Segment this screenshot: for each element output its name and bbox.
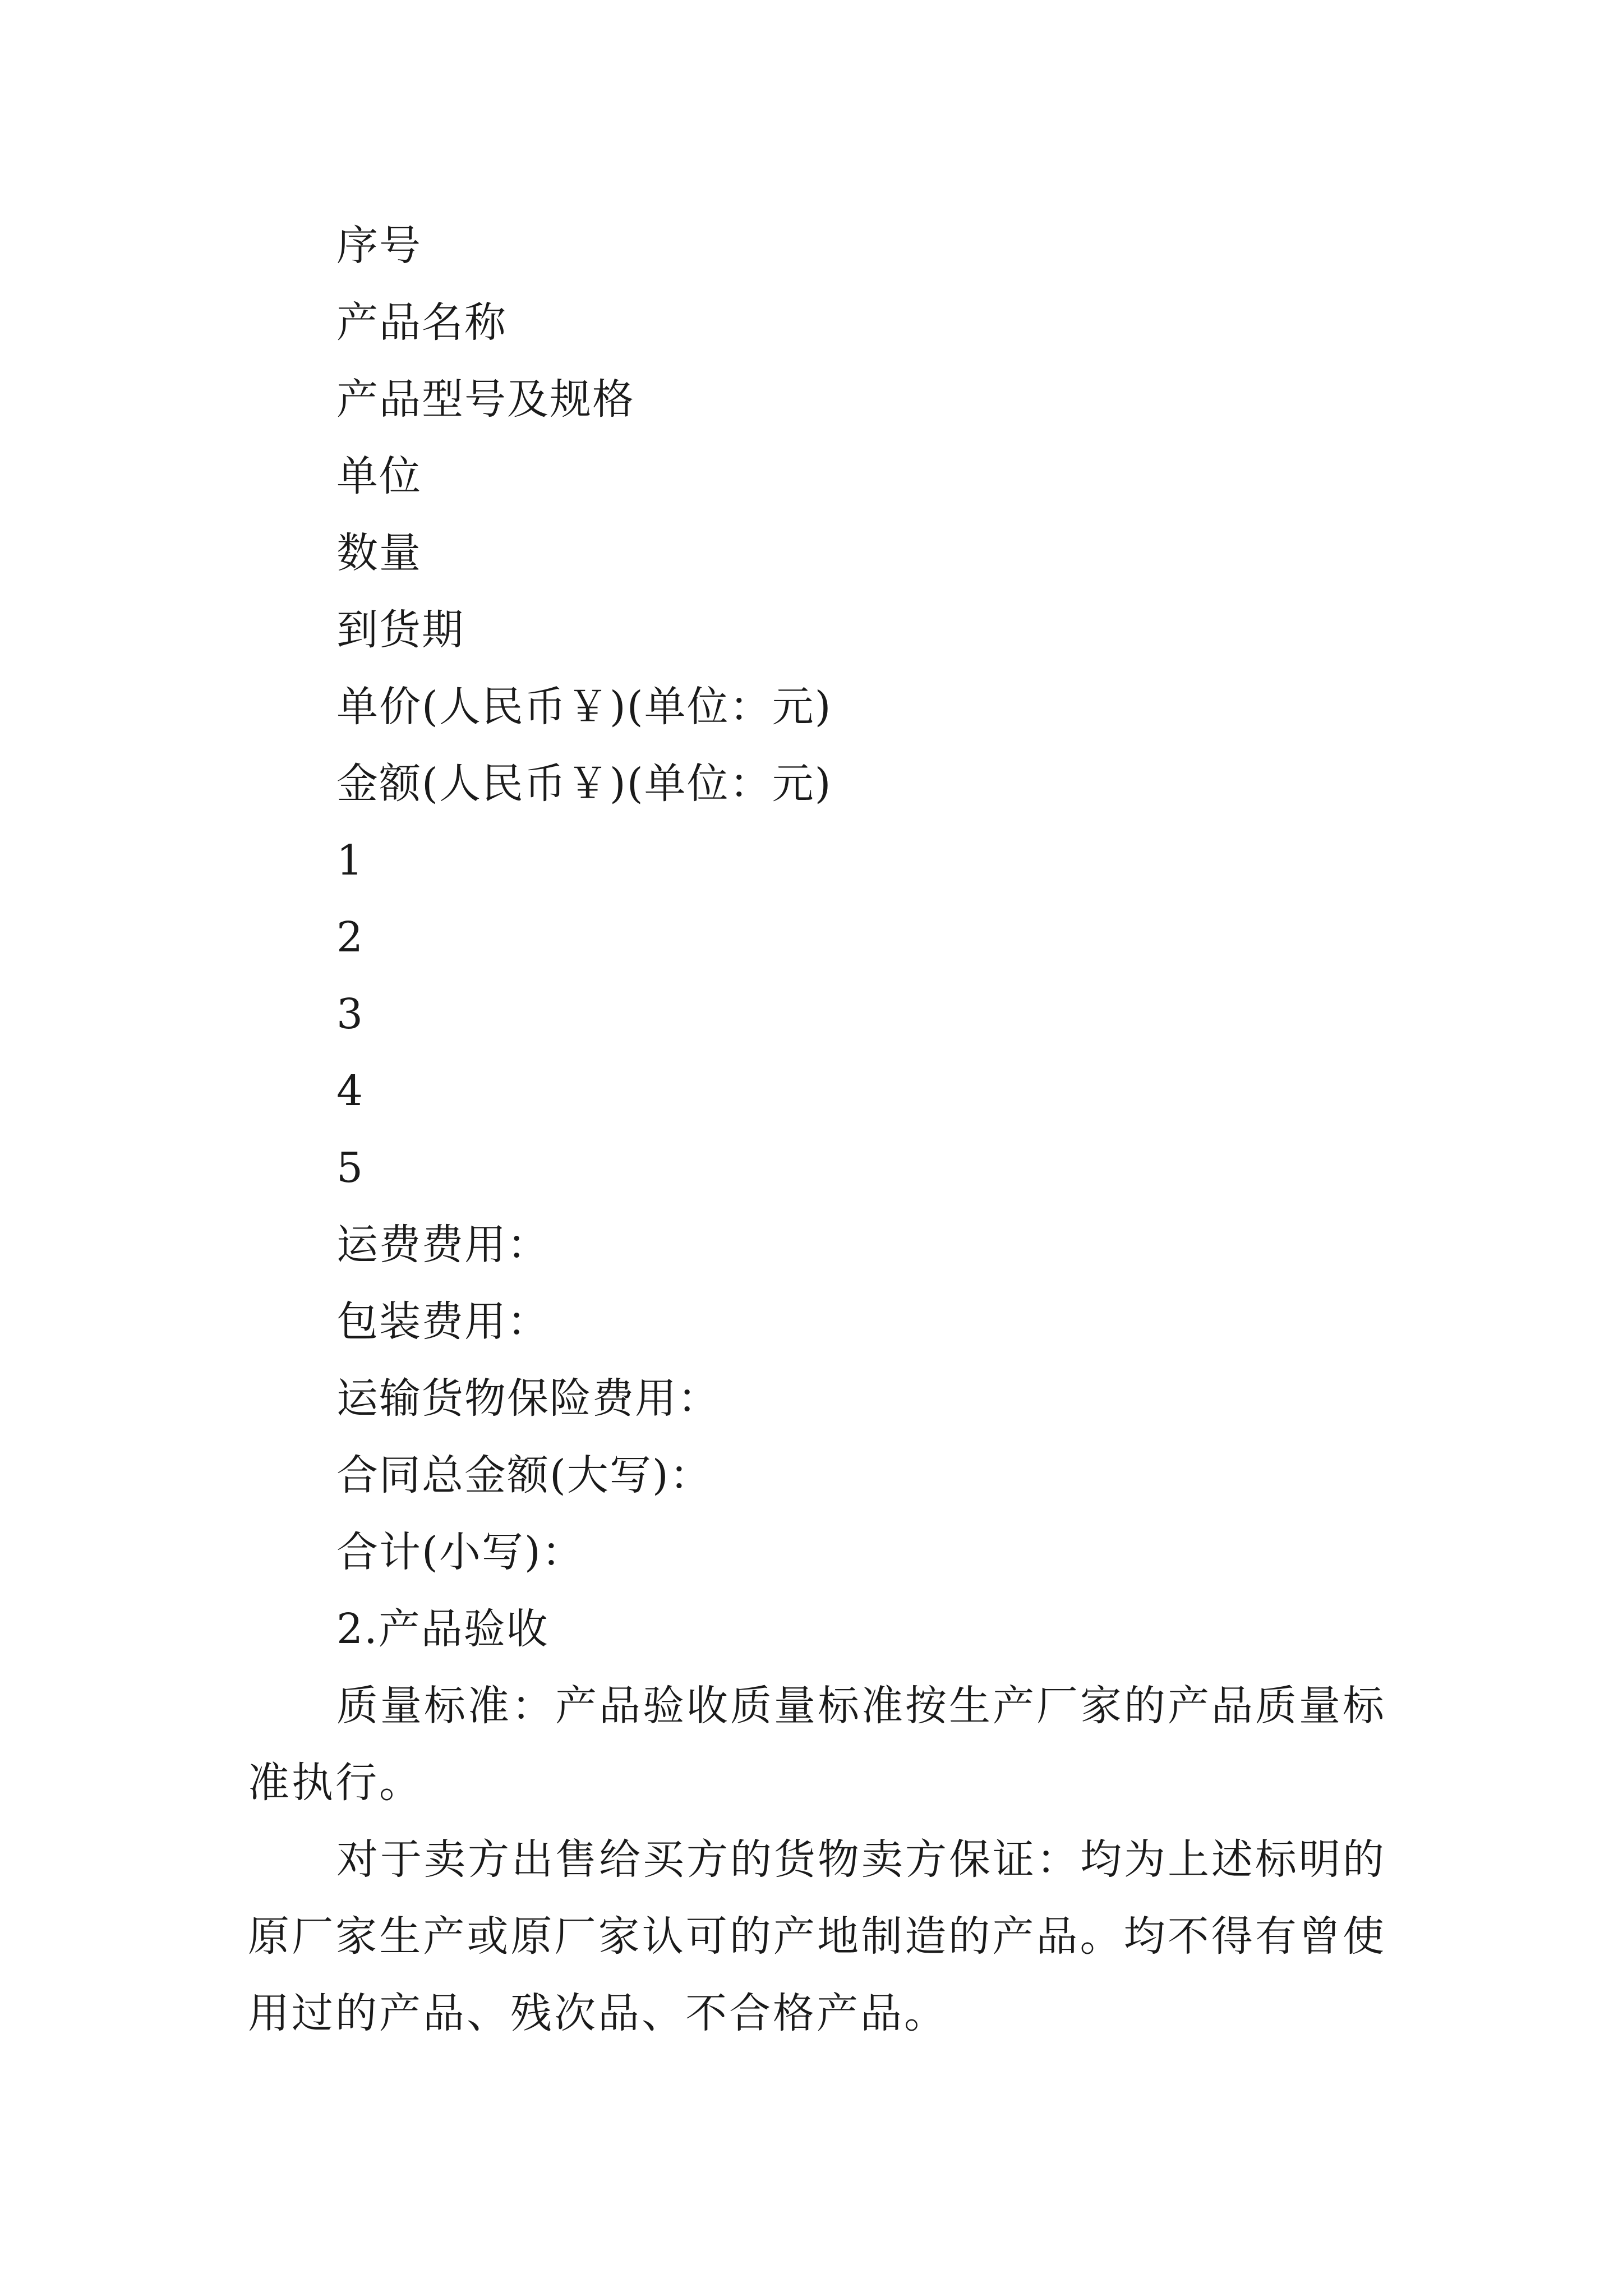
text-line-unit: 单位 [336, 452, 422, 500]
text-line-model-spec: 产品型号及规格 [336, 375, 635, 424]
text-line-delivery-date: 到货期 [336, 606, 464, 654]
text-line-total-lowercase: 合计(小写)： [336, 1528, 584, 1576]
text-line-product-name: 产品名称 [336, 298, 507, 347]
text-line-unit-price: 单价(人民币￥)(单位：元) [336, 683, 832, 731]
text-line-serial-number: 序号 [336, 222, 422, 270]
document-body [248, 208, 1386, 2052]
text-line-quantity: 数量 [336, 529, 422, 577]
text-line-insurance-cost: 运输货物保险费用： [336, 1374, 720, 1423]
paragraph-seller-guarantee: 对于卖方出售给买方的货物卖方保证：均为上述标明的原厂家生产或原厂家认可的产地制造的产品。均不得有曾使用过的产品、残次品、不合格产品。 [248, 1835, 1386, 2037]
text-line-item-1: 1 [336, 836, 365, 885]
paragraph-quality-standard: 质量标准：产品验收质量标准按生产厂家的产品质量标准执行。 [248, 1682, 1386, 1807]
section-heading-acceptance: 2.产品验收 [336, 1605, 549, 1653]
text-line-item-5: 5 [336, 1144, 365, 1192]
text-line-freight-cost: 运费费用： [336, 1221, 550, 1269]
text-line-item-3: 3 [336, 990, 365, 1038]
text-line-item-2: 2 [336, 913, 365, 961]
text-line-amount: 金额(人民币￥)(单位：元) [336, 760, 832, 808]
text-line-total-uppercase: 合同总金额(大写)： [336, 1451, 712, 1499]
text-line-packaging-cost: 包装费用： [336, 1297, 550, 1346]
text-line-item-4: 4 [336, 1067, 365, 1115]
